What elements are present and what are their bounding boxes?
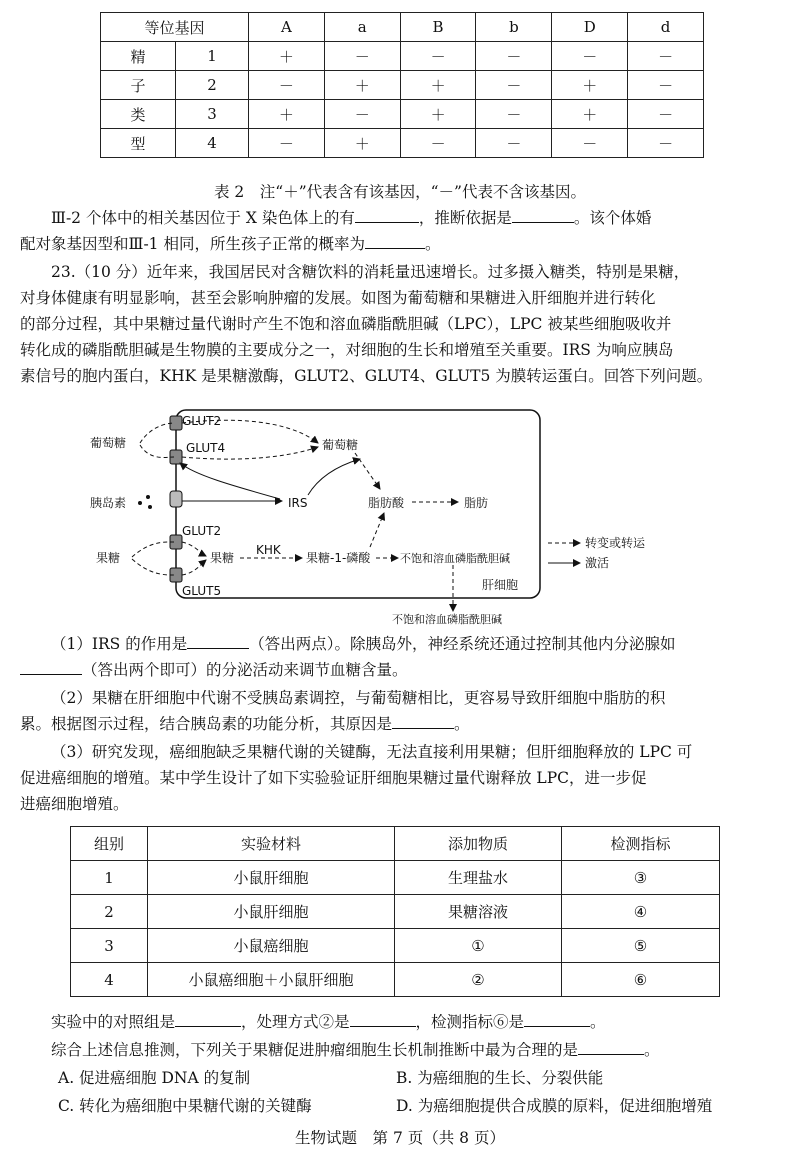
table-cell: 小鼠肝细胞 [148,895,395,929]
table-caption: 表 2 注“＋”代表含有该基因，“－”代表不含该基因。 [214,183,586,201]
question-text-part: 。 [644,1041,660,1059]
table-header-cell: 检测指标 [562,827,720,861]
table-cell: － [400,42,476,71]
question-text: （3）研究发现，癌细胞缺乏果糖代谢的关键酶，无法直接利用果糖；但肝细胞释放的 LPC 可 [51,743,693,761]
table-cell: 4 [71,963,148,997]
answer-blank[interactable] [512,208,574,223]
row-label-char: 精 [101,42,176,71]
table-row [71,895,720,929]
question-text: （2）果糖在肝细胞中代谢不受胰岛素调控，与葡萄糖相比，更容易导致肝细胞中脂肪的积 [51,689,666,707]
answer-blank[interactable] [578,1040,644,1055]
table-cell: 1 [176,42,249,71]
insulin-dot [146,495,150,499]
table-cell: 4 [176,129,249,158]
question-text: 进癌细胞增殖。 [20,795,129,813]
table-header-cell: 组别 [71,827,148,861]
question-text [20,206,780,230]
diagram-label: 脂肪酸 [368,496,405,510]
table-header-cell: 等位基因 [101,13,249,42]
answer-blank[interactable] [20,660,82,675]
table-cell: － [552,42,628,71]
table-row [101,71,704,100]
question-text-part: ，处理方式②是 [241,1013,350,1031]
diagram-label: 果糖 [96,551,121,565]
fructose-transport-arrow [182,542,206,556]
option-b[interactable]: B. 为癌细胞的生长、分裂供能 [396,1069,604,1087]
answer-blank[interactable] [392,714,454,729]
diagram-label: 不饱和溶血磷脂酰胆碱 [392,613,502,626]
glucose-uptake-arrow [140,445,174,457]
table-cell: 3 [176,100,249,129]
question-text-part: 。 [454,715,470,733]
row-label-char: 类 [101,100,176,129]
question-text-part: 。该个体婚 [573,209,652,227]
diagram-label: KHK [256,543,281,557]
fructose-transport-arrow [182,560,206,575]
table-cell: － [249,129,325,158]
table-cell: ② [395,963,562,997]
table-row [71,929,720,963]
diagram-label: GLUT2 [182,414,222,428]
table-cell: － [400,129,476,158]
legend-label: 转变或转运 [585,536,646,550]
question-text [20,712,780,736]
table-row [71,963,720,997]
legend-label: 激活 [585,556,610,570]
table-cell: － [324,100,400,129]
question-text-part: 累。根据图示过程，结合胰岛素的功能分析，其原因是 [20,715,393,733]
question-text-part: Ⅲ-2 个体中的相关基因位于 X 染色体上的有 [51,209,355,227]
table-header-cell: A [249,13,325,42]
question-text-part: 。 [590,1013,606,1031]
fructose-uptake-arrow [132,542,174,557]
diagram-label: 不饱和溶血磷脂酰胆碱 [400,552,510,565]
question-23-line: 素信号的胞内蛋白，KHK 是果糖激酶，GLUT2、GLUT4、GLUT5 为膜转运蛋白。回答下列问题。 [20,367,713,385]
table-cell: 小鼠癌细胞＋小鼠肝细胞 [148,963,395,997]
diagram-label: 肝细胞 [482,578,519,592]
table-header-cell: d [628,13,704,42]
diagram-label: 果糖-1-磷酸 [306,551,371,565]
answer-blank[interactable] [350,1012,416,1027]
question-23-line: 23.（10 分）近年来，我国居民对含糖饮料的消耗量迅速增长。过多摄入糖类，特别是果糖， [51,263,690,281]
question-text [20,1038,780,1062]
table-header-cell: 实验材料 [148,827,395,861]
table-cell: ③ [562,861,720,895]
table-header-cell: a [324,13,400,42]
table-row [101,42,704,71]
question-text-part: 综合上述信息推测，下列关于果糖促进肿瘤细胞生长机制推断中最为合理的是 [51,1041,579,1059]
option-c[interactable]: C. 转化为癌细胞中果糖代谢的关键酶 [58,1097,312,1115]
table-cell: － [628,129,704,158]
table-cell: 1 [71,861,148,895]
diagram-label: GLUT4 [186,441,226,455]
table-row [101,129,704,158]
question-text-part: （1）IRS 的作用是 [51,635,188,653]
question-text-part: 配对象基因型和Ⅲ-1 相同，所生孩子正常的概率为 [20,235,365,253]
fructose-uptake-arrow [132,559,174,575]
allele-table [100,12,704,158]
row-label-char: 型 [101,129,176,158]
question-text-part: ，检测指标⑥是 [415,1013,525,1031]
table-header-cell: b [476,13,552,42]
table-cell: 生理盐水 [395,861,562,895]
table-cell: ＋ [249,42,325,71]
table-header-cell: B [400,13,476,42]
question-text-part: 。 [424,235,441,253]
diagram-label: GLUT2 [182,524,222,538]
question-23-line: 对身体健康有明显影响，甚至会影响肿瘤的发展。如图为葡萄糖和果糖进入肝细胞并进行转化 [20,289,656,307]
answer-blank[interactable] [355,208,419,223]
question-text-part: （答出两个即可）的分泌活动来调节血糖含量。 [82,661,408,679]
liver-cell-diagram [70,405,730,630]
table-cell: － [476,100,552,129]
insulin-dot [138,501,142,505]
table-cell: － [476,129,552,158]
question-23-line: 转化成的磷脂酰胆碱是生物膜的主要成分之一，对细胞的生长和增殖至关重要。IRS 为响应胰岛 [20,341,674,359]
question-text-part: （答出两点）。除胰岛外，神经系统还通过控制其他内分泌腺如 [249,635,676,653]
table-header-row [71,827,720,861]
table-cell: － [476,71,552,100]
table-cell: － [324,42,400,71]
table-cell: ＋ [400,71,476,100]
diagram-label: 葡萄糖 [90,436,127,450]
answer-blank[interactable] [187,634,249,649]
table-cell: ＋ [400,100,476,129]
table-cell: － [628,100,704,129]
answer-blank[interactable] [365,234,425,249]
question-text [20,632,780,656]
diagram-label: 胰岛素 [90,496,127,510]
diagram-label: 脂肪 [464,496,489,510]
table-cell: － [628,71,704,100]
table-cell: ＋ [324,129,400,158]
question-text-part: 实验中的对照组是 [51,1013,176,1031]
question-text [20,658,780,682]
diagram-label: 葡萄糖 [322,438,359,452]
table-cell: － [552,129,628,158]
answer-blank[interactable] [524,1012,590,1027]
row-label-char: 子 [101,71,176,100]
table-cell: － [476,42,552,71]
table-cell: 2 [176,71,249,100]
table-cell: ＋ [552,100,628,129]
page-footer: 生物试题 第 7 页（共 8 页） [295,1129,505,1147]
insulin-receptor [170,491,182,507]
table-cell: － [249,71,325,100]
table-cell: 小鼠癌细胞 [148,929,395,963]
table-cell: ⑤ [562,929,720,963]
table-header-row [101,13,704,42]
table-cell: ① [395,929,562,963]
table-cell: 小鼠肝细胞 [148,861,395,895]
table-cell: ＋ [552,71,628,100]
table-row [71,861,720,895]
table-cell: ⑥ [562,963,720,997]
question-text-part: ，推断依据是 [418,209,512,227]
insulin-dot [148,505,152,509]
table-cell: － [628,42,704,71]
table-cell: 果糖溶液 [395,895,562,929]
table-cell: 3 [71,929,148,963]
glucose-uptake-arrow [140,423,174,443]
irs-activates-arrow [308,459,360,495]
table-cell: 2 [71,895,148,929]
table-cell: ④ [562,895,720,929]
table-header-cell: D [552,13,628,42]
question-text [20,232,780,256]
question-text: 促进癌细胞的增殖。某中学生设计了如下实验验证肝细胞果糖过量代谢释放 LPC，进一步促 [20,769,647,787]
irs-activates-glut4-arrow [180,463,280,499]
diagram-label: GLUT5 [182,584,222,598]
option-a[interactable]: A. 促进癌细胞 DNA 的复制 [58,1069,251,1087]
diagram-label: 果糖 [210,551,235,565]
diagram-label: IRS [288,496,308,510]
question-text [20,1010,780,1034]
glucose-to-fatty-acid-arrow [355,453,380,489]
question-23-line: 的部分过程，其中果糖过量代谢时产生不饱和溶血磷脂酰胆碱（LPC），LPC 被某些细胞吸收并 [20,315,672,333]
answer-blank[interactable] [175,1012,241,1027]
f1p-to-fatty-acid-arrow [370,513,384,547]
experiment-table [70,826,720,997]
table-cell: ＋ [249,100,325,129]
table-cell: ＋ [324,71,400,100]
table-header-cell: 添加物质 [395,827,562,861]
table-row [101,100,704,129]
option-d[interactable]: D. 为癌细胞提供合成膜的原料，促进细胞增殖 [396,1097,713,1115]
